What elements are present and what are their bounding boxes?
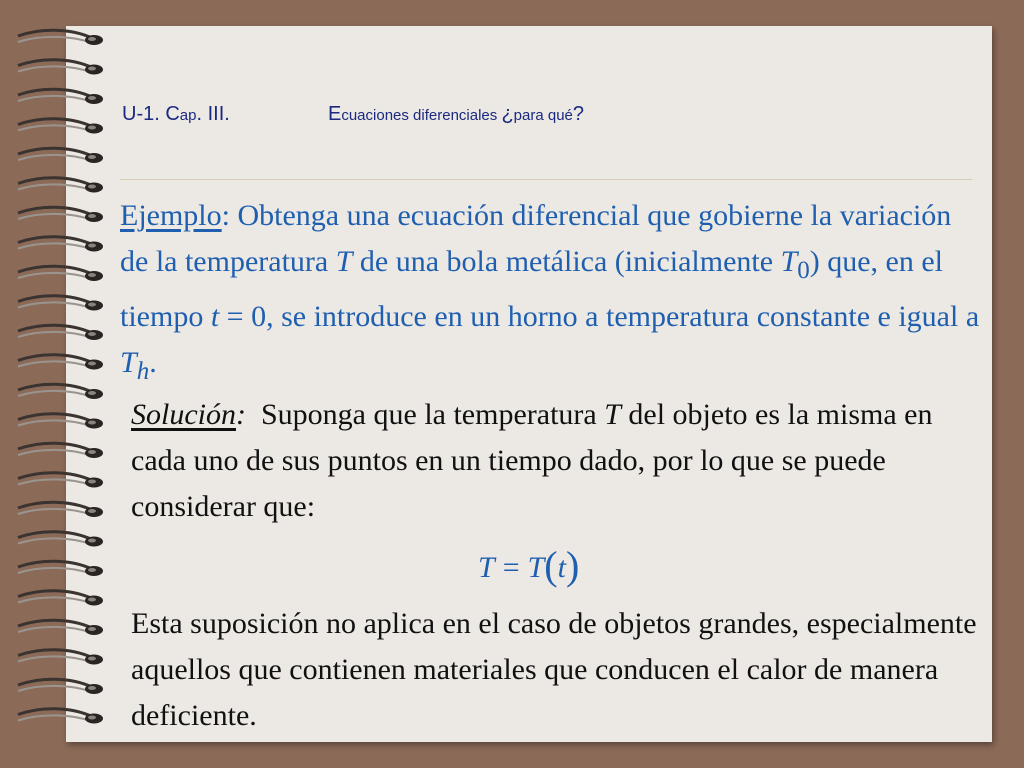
solution-paragraph: Solución: Suponga que la temperatura T del objeto es la misma en cada uno de sus puntos en un tiempo dado, por lo que se puede considerar que: — [131, 398, 933, 523]
spiral-ring-icon — [18, 119, 103, 134]
header-divider — [120, 179, 972, 180]
spiral-ring-icon — [18, 384, 103, 399]
spiral-ring-icon — [18, 237, 103, 252]
spiral-ring-icon — [18, 296, 103, 311]
solution-label: Solución — [131, 398, 236, 431]
spiral-ring-icon — [18, 266, 103, 281]
spiral-ring-icon — [18, 30, 103, 45]
spiral-ring-icon — [18, 207, 103, 222]
example-label: Ejemplo — [120, 199, 222, 232]
spiral-ring-icon — [18, 60, 103, 75]
spiral-ring-icon — [18, 561, 103, 576]
spiral-ring-icon — [18, 532, 103, 547]
spiral-ring-icon — [18, 178, 103, 193]
spiral-ring-icon — [18, 591, 103, 606]
slide-title: Ecuaciones diferenciales ¿para qué? — [328, 103, 584, 125]
formula-T-of-t: T = T(t) — [478, 543, 580, 588]
spiral-ring-icon — [18, 148, 103, 163]
spiral-ring-icon — [18, 325, 103, 340]
spiral-ring-icon — [18, 502, 103, 517]
spiral-binding — [0, 0, 140, 768]
spiral-ring-icon — [18, 679, 103, 694]
spiral-ring-icon — [18, 620, 103, 635]
spiral-ring-icon — [18, 650, 103, 665]
spiral-ring-icon — [18, 414, 103, 429]
spiral-ring-icon — [18, 355, 103, 370]
spiral-ring-icon — [18, 473, 103, 488]
note-paragraph: Esta suposición no aplica en el caso de objetos grandes, especialmente aquellos que contienen materiales que conducen el calor de manera deficiente. — [131, 607, 977, 732]
spiral-ring-icon — [18, 443, 103, 458]
spiral-ring-icon — [18, 709, 103, 724]
example-paragraph: Ejemplo: Obtenga una ecuación diferencial que gobierne la variación de la temperatura T de una bola metálica (inicialmente $T_0$) que, en el tiempo t = 0, se introduce en un horno a temperatura constante e igual a $T_h$. — [120, 199, 980, 385]
spiral-ring-icon — [18, 89, 103, 104]
course-code: U-1. Cap. III. — [122, 103, 230, 125]
